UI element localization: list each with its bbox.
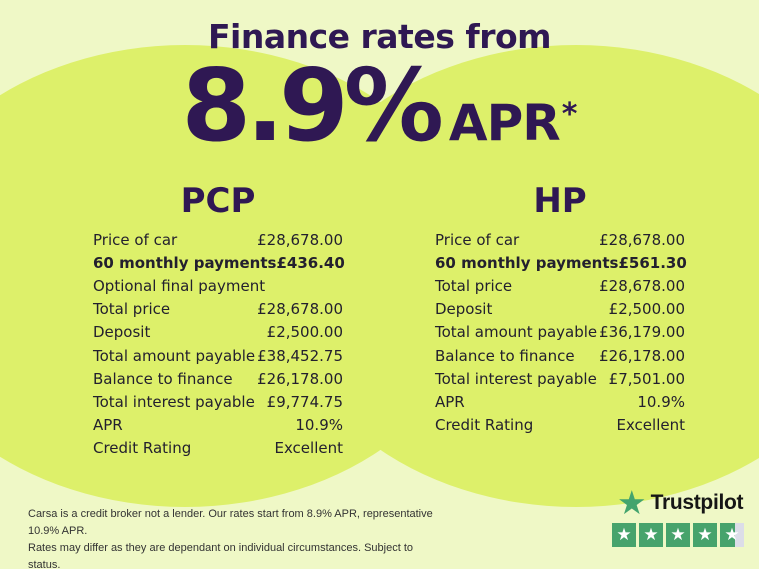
headline-rate — [0, 47, 759, 164]
row-value: £28,678.00 — [257, 300, 343, 319]
table-row — [93, 367, 343, 390]
disclaimer-line-2: Rates may differ as they are dependant on individual circumstances. Subject to status. — [28, 542, 414, 569]
row-value: £26,178.00 — [257, 369, 343, 388]
row-label: APR — [435, 392, 465, 411]
row-label: Optional final payment — [93, 276, 266, 295]
table-row — [93, 414, 343, 437]
row-label: Deposit — [93, 323, 151, 342]
star-icon: ★ — [616, 524, 632, 545]
row-value: £2,500.00 — [266, 323, 343, 342]
table-row — [93, 437, 343, 460]
row-label: Credit Rating — [435, 416, 534, 435]
table-row — [435, 321, 685, 344]
table-row — [435, 367, 685, 390]
page-title: Finance rates from — [207, 17, 552, 56]
rating-star-box — [639, 523, 663, 547]
star-icon: ★ — [670, 524, 686, 545]
rating-star-box — [612, 523, 636, 547]
row-label: Total price — [435, 276, 513, 295]
star-icon: ★ — [643, 524, 659, 545]
hp-table — [435, 228, 685, 437]
table-row — [435, 251, 685, 274]
disclaimer-line-1: Carsa is a credit broker not a lender. Our rates start from 8.9% APR, representative 10.9% APR. — [28, 508, 433, 537]
row-value: Excellent — [274, 439, 343, 458]
row-label: Total interest payable — [93, 392, 255, 411]
row-value: £38,452.75 — [257, 346, 343, 365]
row-value: 10.9% — [295, 416, 343, 435]
rating-star-box-partial — [720, 523, 744, 547]
row-label: Total amount payable — [435, 323, 598, 342]
table-row — [93, 321, 343, 344]
row-label: 60 monthly payments — [93, 253, 277, 272]
row-label: 60 monthly payments — [435, 253, 619, 272]
row-label: Price of car — [93, 230, 178, 249]
trustpilot-logo — [617, 483, 744, 522]
row-label: Total amount payable — [93, 346, 256, 365]
row-value: £9,774.75 — [266, 392, 343, 411]
rating-star-box — [666, 523, 690, 547]
row-value: £7,501.00 — [608, 369, 685, 388]
trustpilot-rating-stars — [612, 523, 744, 547]
row-label: Deposit — [435, 300, 493, 319]
row-value: £28,678.00 — [257, 230, 343, 249]
row-label: Price of car — [435, 230, 520, 249]
row-value: £2,500.00 — [608, 300, 685, 319]
row-value: £36,179.00 — [599, 323, 685, 342]
table-row — [93, 251, 343, 274]
table-row — [93, 344, 343, 367]
table-row — [93, 298, 343, 321]
table-row — [93, 228, 343, 251]
pcp-column-title: PCP — [180, 181, 256, 221]
row-label: Balance to finance — [93, 369, 233, 388]
row-value: Excellent — [616, 416, 685, 435]
row-value: 10.9% — [637, 392, 685, 411]
row-value: £28,678.00 — [599, 230, 685, 249]
apr-asterisk: * — [561, 97, 578, 132]
row-value: £561.30 — [618, 253, 687, 272]
table-row — [93, 390, 343, 413]
rate-value: 8.9% — [181, 47, 439, 164]
trustpilot-brand-label: Trustpilot — [650, 491, 744, 514]
trustpilot-star-icon: ★ — [617, 483, 647, 522]
legal-disclaimer — [28, 506, 448, 569]
row-value: £28,678.00 — [599, 276, 685, 295]
table-row — [435, 274, 685, 297]
pcp-table — [93, 228, 343, 460]
apr-label: APR — [448, 94, 560, 152]
star-icon: ★ — [724, 524, 740, 545]
table-row — [435, 414, 685, 437]
table-row — [93, 274, 343, 297]
hp-column-title: HP — [533, 181, 587, 221]
row-label: Total price — [93, 300, 171, 319]
rating-star-box — [693, 523, 717, 547]
table-row — [435, 298, 685, 321]
row-label: Total interest payable — [435, 369, 597, 388]
row-value: £26,178.00 — [599, 346, 685, 365]
table-row — [435, 344, 685, 367]
table-row — [435, 390, 685, 413]
table-row — [435, 228, 685, 251]
row-value: £436.40 — [276, 253, 345, 272]
row-label: Credit Rating — [93, 439, 192, 458]
star-icon: ★ — [697, 524, 713, 545]
row-label: Balance to finance — [435, 346, 575, 365]
row-label: APR — [93, 416, 123, 435]
